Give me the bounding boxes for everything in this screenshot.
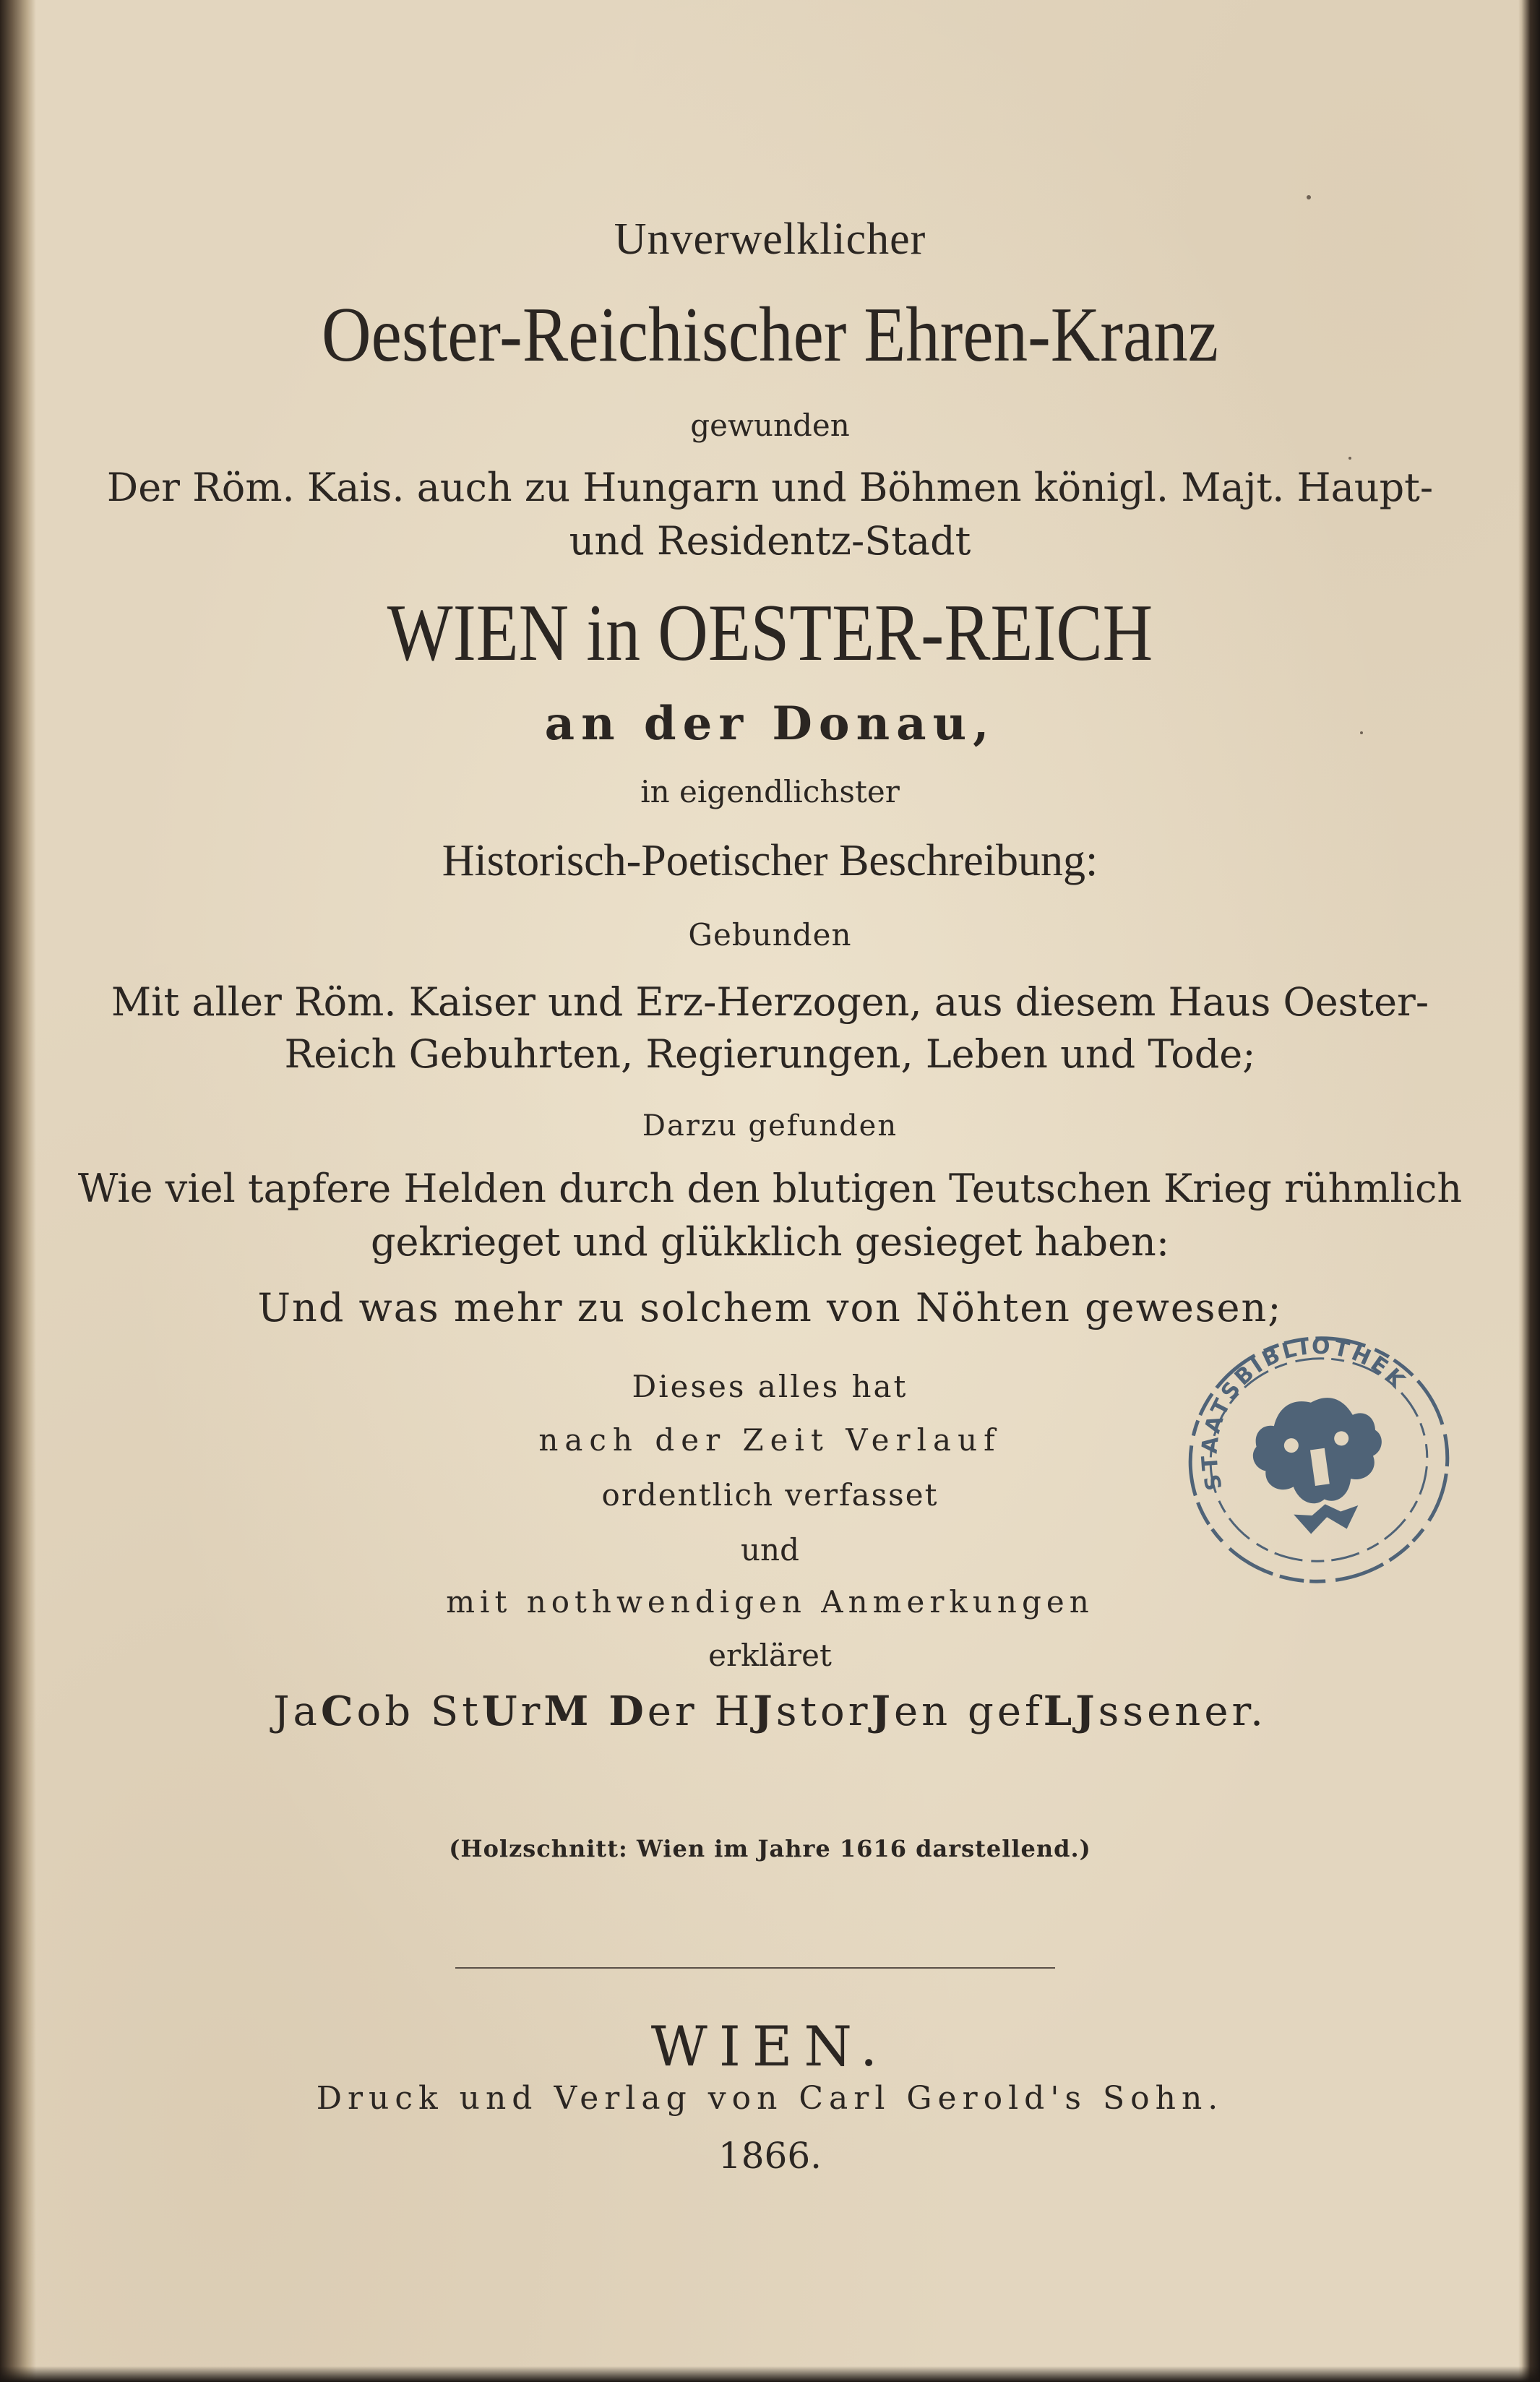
author-text: ob St — [356, 1688, 482, 1735]
title-line-gebunden: Gebunden — [688, 917, 852, 953]
title-line-gewunden: gewunden — [690, 408, 850, 443]
title-line-und: und — [741, 1532, 799, 1568]
author-text — [592, 1688, 608, 1735]
title-line-der-roem-kais: Der Röm. Kais. auch zu Hungarn und Böhmen königl. Majt. Haupt- — [106, 465, 1434, 510]
imprint-year: 1866. — [718, 2135, 822, 2177]
divider-rule — [455, 1967, 1055, 1969]
main-title-ehren-kranz: Oester-Reichischer Ehren-Kranz — [322, 292, 1218, 378]
library-stamp — [1178, 1294, 1460, 1619]
author-bold-letter: J — [871, 1687, 895, 1735]
author-bold-letter: D — [608, 1687, 648, 1735]
title-line-gekrieget: gekrieget und glükklich gesieget haben: — [370, 1219, 1170, 1265]
imprint-publisher: Druck und Verlag von Carl Gerold's Sohn. — [316, 2080, 1224, 2117]
author-text: r — [520, 1688, 544, 1735]
author-line — [0, 1687, 1540, 1735]
title-line-und-was-mehr: Und was mehr zu solchem von Nöhten gewesen; — [257, 1285, 1283, 1330]
title-line-historisch-poetischer: Historisch-Poetischer Beschreibung: — [442, 836, 1098, 885]
title-line-in-eigendlichster: in eigendlichster — [640, 774, 900, 809]
paper-speck — [1307, 195, 1311, 199]
title-line-wie-viel-tapfere: Wie viel tapfere Helden durch den blutigen Teutschen Krieg rühmlich — [77, 1166, 1463, 1211]
author-text: Ja — [273, 1688, 321, 1735]
author-text: en gef — [894, 1688, 1044, 1735]
title-line-unverwelklicher: Unverwelklicher — [614, 215, 926, 264]
author-bold-letter: C — [320, 1687, 357, 1735]
author-bold-letter: M — [543, 1687, 593, 1735]
title-line-erklaeret: erkläret — [708, 1638, 832, 1673]
title-line-residentz-stadt: und Residentz-Stadt — [569, 518, 971, 564]
title-line-darzu-gefunden: Darzu gefunden — [642, 1109, 898, 1143]
title-line-dieses-alles-hat: Dieses alles hat — [632, 1369, 908, 1404]
author-bold-letter: J — [753, 1687, 776, 1735]
author-text: er H — [647, 1688, 754, 1735]
title-line-reich-gebuhrten: Reich Gebuhrten, Regierungen, Leben und Tode; — [284, 1031, 1256, 1077]
paper-speck — [1360, 731, 1363, 734]
author-bold-letter: LJ — [1043, 1687, 1098, 1735]
author-bold-letter: U — [481, 1687, 521, 1735]
title-line-mit-aller-roem: Mit aller Röm. Kaiser und Erz-Herzogen, aus diesem Haus Oester- — [111, 979, 1429, 1025]
page-bottom-edge — [0, 2366, 1540, 2382]
title-line-an-der-donau: an der Donau, — [544, 697, 996, 751]
title-line-mit-nothwendigen: mit nothwendigen Anmerkungen — [446, 1584, 1094, 1620]
double-eagle-icon — [1247, 1391, 1393, 1541]
title-line-ordentlich-verfasset: ordentlich verfasset — [601, 1477, 939, 1513]
library-stamp-seal — [1178, 1294, 1460, 1619]
library-stamp-text: STAATSBIBLIOTHEK — [1197, 1333, 1412, 1493]
illustration-note: (Holzschnitt: Wien im Jahre 1616 darstellend.) — [449, 1835, 1091, 1862]
main-title-wien-in-oester-reich: WIEN in OESTER-REICH — [387, 588, 1153, 678]
author-text: ssener. — [1098, 1688, 1267, 1735]
title-line-nach-der-zeit: nach der Zeit Verlauf — [538, 1422, 1002, 1458]
imprint-city: WIEN. — [650, 2014, 890, 2078]
author-text: stor — [775, 1688, 872, 1735]
paper-speck — [1348, 457, 1351, 460]
